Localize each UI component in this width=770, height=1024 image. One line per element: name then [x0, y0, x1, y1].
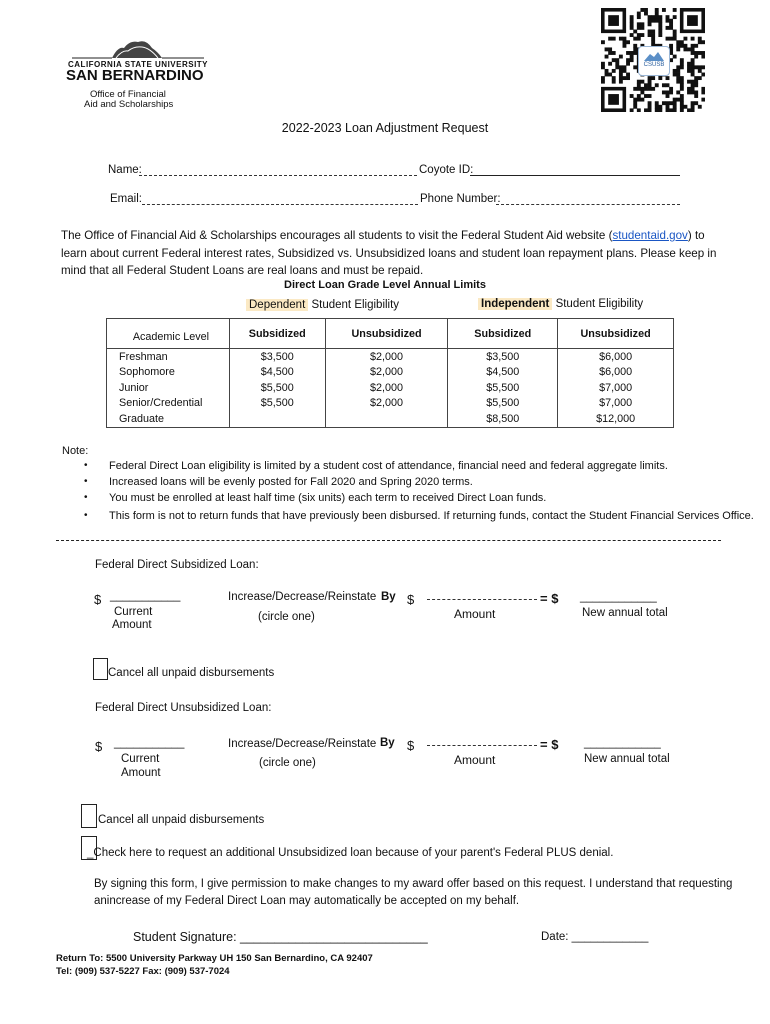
unsub-cancel-checkbox[interactable]: [81, 804, 97, 828]
cell-value: $3,500: [448, 349, 558, 365]
qr-code: [601, 8, 705, 112]
unsub-current-field[interactable]: ___________: [114, 737, 185, 749]
cell-value: $7,000: [558, 396, 674, 412]
cell-level: Freshman: [107, 349, 230, 365]
note-text: This form is not to return funds that have previously been disbursed. If returning funds, contact the Student Financial Services Office.: [109, 510, 754, 522]
sub-cancel-label: Cancel all unpaid disbursements: [108, 667, 275, 679]
cell-value: $6,000: [558, 349, 674, 365]
col-header-dep-subsidized: Subsidized: [229, 319, 325, 349]
col-header-ind-unsubsidized: Unsubsidized: [558, 319, 674, 349]
plus-denial-label: _Check here to request an additional Unsubsidized loan because of your parent's Federal PLUS denial.: [87, 847, 614, 859]
cell-value: $2,000: [325, 380, 448, 396]
cell-value: $4,500: [448, 365, 558, 381]
consent-line1: By signing this form, I give permission to make changes to my award offer based on this request. I understand that requesting: [94, 878, 733, 890]
cell-value: $12,000: [558, 411, 674, 427]
coyote-id-label: Coyote ID:: [419, 164, 474, 176]
name-label: Name:: [108, 164, 142, 176]
subsidized-heading: Federal Direct Subsidized Loan:: [95, 559, 259, 571]
logo-office-line2: Aid and Scholarships: [84, 99, 174, 110]
unsub-new-total-label: New annual total: [584, 753, 670, 765]
bullet-icon: •: [84, 510, 88, 521]
footer-address: Return To: 5500 University Parkway UH 150 San Bernardino, CA 92407: [56, 953, 373, 964]
col-header-dep-unsubsidized: Unsubsidized: [325, 319, 448, 349]
cell-value: $5,500: [229, 396, 325, 412]
sub-circle-one: (circle one): [258, 611, 315, 623]
table-row: [107, 349, 674, 365]
cell-level: Graduate: [107, 411, 230, 427]
cell-value: $5,500: [448, 380, 558, 396]
dependent-heading-rest: Student Eligibility: [308, 299, 400, 311]
sub-dollar-sign: $: [94, 592, 102, 607]
cell-level: Junior: [107, 380, 230, 396]
sub-equals: = $: [540, 591, 559, 606]
mountain-logo-icon: [66, 38, 206, 62]
logo-office-line1: Office of Financial: [90, 89, 166, 100]
phone-field[interactable]: [496, 204, 680, 205]
cell-level: Sophomore: [107, 365, 230, 381]
sub-new-total-label: New annual total: [582, 607, 668, 619]
section-divider: [56, 540, 721, 541]
cell-value: $5,500: [448, 396, 558, 412]
cell-value: $8,500: [448, 411, 558, 427]
cell-level: Senior/Credential: [107, 396, 230, 412]
note-label: Note:: [62, 445, 89, 457]
consent-line2: anincrease of my Federal Direct Loan may automatically be accepted on my behalf.: [94, 895, 520, 907]
bullet-icon: •: [84, 492, 88, 503]
table-row: [107, 411, 674, 427]
sub-current-field[interactable]: ___________: [110, 590, 181, 602]
independent-heading-rest: Student Eligibility: [552, 298, 644, 310]
note-item: [84, 458, 744, 474]
qr-center-logo: [638, 46, 670, 76]
sub-amount-label: Amount: [112, 619, 152, 631]
form-title: 2022-2023 Loan Adjustment Request: [281, 121, 489, 135]
intro-paragraph: [61, 227, 721, 280]
sub-action-options[interactable]: Increase/Decrease/Reinstate: [228, 591, 377, 603]
cell-value: $7,000: [558, 380, 674, 396]
unsub-by-dollar: $: [407, 738, 415, 753]
note-item: [84, 508, 754, 524]
table-title: Direct Loan Grade Level Annual Limits: [284, 279, 486, 291]
email-field[interactable]: [142, 204, 418, 205]
sub-cancel-checkbox[interactable]: [93, 658, 108, 680]
unsub-current-label: Current: [121, 753, 160, 765]
unsub-amount-field[interactable]: [427, 745, 537, 746]
unsub-circle-one: (circle one): [259, 757, 316, 769]
unsub-dollar-sign: $: [95, 739, 103, 754]
dependent-highlight: Dependent: [246, 299, 308, 311]
independent-highlight: Independent: [478, 298, 552, 310]
phone-label: Phone Number:: [420, 193, 501, 205]
signature-field[interactable]: Student Signature: ___________________________: [133, 930, 428, 944]
loan-limits-table: [106, 318, 674, 428]
studentaid-link[interactable]: studentaid.gov: [612, 229, 688, 242]
unsub-cancel-label: Cancel all unpaid disbursements: [98, 814, 265, 826]
table-header-row: [107, 319, 674, 349]
email-label: Email:: [110, 193, 142, 205]
sub-by-label: By: [381, 591, 396, 603]
independent-heading: [478, 298, 643, 310]
note-item: [84, 490, 744, 506]
sub-new-total-field[interactable]: ____________: [580, 591, 657, 603]
cell-value: $5,500: [229, 380, 325, 396]
cell-value: $3,500: [229, 349, 325, 365]
footer-phone: Tel: (909) 537-5227 Fax: (909) 537-7024: [56, 966, 230, 977]
coyote-id-field[interactable]: [470, 175, 680, 176]
date-field[interactable]: Date: ____________: [541, 931, 649, 943]
intro-text-1: The Office of Financial Aid & Scholarships encourages all students to visit the Federal Student Aid website (: [61, 229, 613, 242]
unsub-amount-label: Amount: [121, 767, 161, 779]
unsub-amount-caption: Amount: [454, 753, 496, 767]
table-row: [107, 365, 674, 381]
sub-current-label: Current: [114, 606, 153, 618]
cell-value: $4,500: [229, 365, 325, 381]
sub-amount-caption: Amount: [454, 607, 496, 621]
note-text: Increased loans will be evenly posted for Fall 2020 and Spring 2020 terms.: [109, 476, 473, 488]
table-row: [107, 396, 674, 412]
col-header-ind-subsidized: Subsidized: [448, 319, 558, 349]
university-logo: [60, 36, 210, 111]
note-text: Federal Direct Loan eligibility is limited by a student cost of attendance, financial need and federal aggregate limits.: [109, 460, 668, 472]
bullet-icon: •: [84, 460, 88, 471]
sub-by-dollar: $: [407, 592, 415, 607]
col-header-academic-level: Academic Level: [107, 319, 230, 349]
unsub-by-label: By: [380, 737, 395, 749]
sub-amount-field[interactable]: [427, 599, 537, 600]
bullet-icon: •: [84, 476, 88, 487]
unsub-equals: = $: [540, 737, 559, 752]
intro-text-2: ) to learn about current Federal interest rates, Subsidized vs. Unsubsidized loans and student loan repayment plans. Please keep in mind that all Federal Student Loans are real loans and must be repaid.: [61, 229, 717, 277]
cell-value: $6,000: [558, 365, 674, 381]
cell-value: $2,000: [325, 365, 448, 381]
unsub-new-total-field[interactable]: ____________: [584, 737, 661, 749]
dependent-heading: [246, 299, 399, 311]
logo-campus-name: SAN BERNARDINO: [66, 67, 204, 84]
qr-badge-text: CSUSB: [643, 62, 665, 68]
logo-university-line: CALIFORNIA STATE UNIVERSITY: [68, 60, 209, 69]
cell-value: $2,000: [325, 396, 448, 412]
cell-value: $2,000: [325, 349, 448, 365]
unsubsidized-heading: Federal Direct Unsubsidized Loan:: [95, 702, 272, 714]
cell-value: [325, 411, 448, 427]
note-text: You must be enrolled at least half time (six units) each term to received Direct Loan funds.: [109, 492, 547, 504]
note-list: [84, 458, 754, 524]
note-item: [84, 474, 744, 490]
cell-value: [229, 411, 325, 427]
table-row: [107, 380, 674, 396]
name-field[interactable]: [139, 175, 417, 176]
csusb-mountain-icon: [644, 51, 664, 61]
unsub-action-options[interactable]: Increase/Decrease/Reinstate: [228, 738, 377, 750]
